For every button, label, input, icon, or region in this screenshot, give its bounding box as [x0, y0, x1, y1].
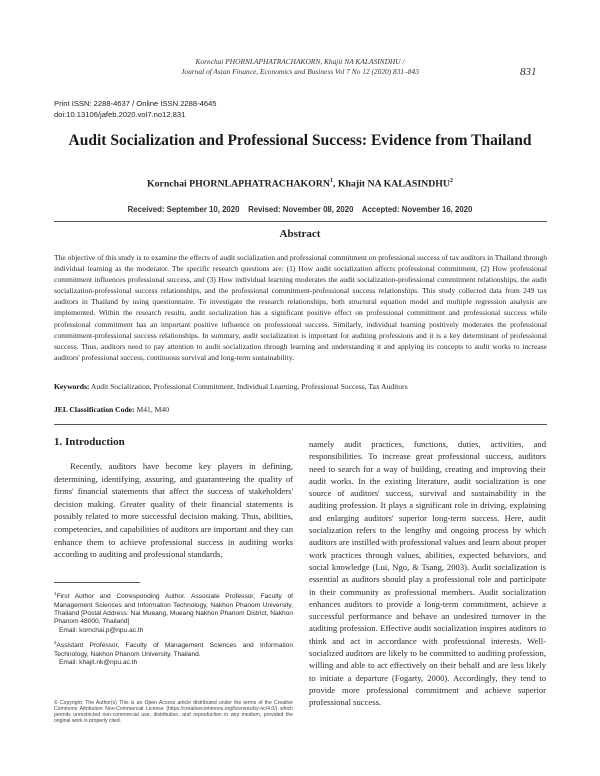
keywords-text: Audit Socialization, Professional Commitment, Individual Learning, Professional Success, Tax Auditors — [90, 382, 408, 391]
footnote-2-text: Assistant Professor, Faculty of Management Sciences and Information Technology, Nakhon Phanom University, Thailand. — [54, 642, 293, 658]
running-head — [0, 57, 600, 77]
author-2-mark: 2 — [450, 178, 453, 184]
copyright-notice: © Copyright: The Author(s) This is an Open Access article distributed under the terms of the Creative Commons Attribution Non-Commercial License (https://creativecommons.org/licenses/by-nc/4.0/) which permits unrestricted non-commercial use, distribution, and reproduction in any medium, provided the original work is properly cited. — [54, 700, 293, 725]
jel-codes: M41, M40 — [136, 405, 169, 414]
author-2: Khajit NA KALASINDHU — [337, 178, 450, 190]
running-head-journal: Journal of Asian Finance, Economics and Business Vol 7 No 12 (2020) 831–843 — [181, 67, 419, 76]
divider-bottom — [54, 424, 547, 425]
abstract-body: The objective of this study is to examine the effects of audit socialization and professional commitment on professional success of tax auditors in Thailand through individual learning as the moderator. The specific research questions are: (1) How audit socialization affects professional commitment, (2) How professional commitment influences professional success, and (3) How individual learning moderates the audit socialization-professional commitment relationships, the audit socialization-professional success relationships, and the professional commitment-professional success relationships. This study collected data from 249 tax auditors in Thailand by using questionnaire. To investigate the research relationships, both structural equation model and multiple regression analysis are implemented. Within the research results, audit socialization has a significant positive effect on professional commitment and professional success while professional commitment has an important positive influence on professional success. Similarly, individual learning positively moderates the professional commitment-professional success relationships. In summary, audit socialization is important for auditing professions and it is a key determinant of professional success. Thus, auditors need to pay attention to audit socialization through learning and understanding it and applying its concepts to audit works to increase auditors' professional success, continuous survival and long-term sustainability. — [54, 253, 547, 362]
received-date: Received: September 10, 2020 — [127, 205, 240, 214]
intro-paragraph-continued: namely audit practices, functions, duties, activities, and responsibilities. To increase great professional success, auditors need to search for a way of building, creating and improving their audit works. In the existing literature, audit socialization is one source of auditors' success, survival and sustainability in the auditing profession. It plays a significant role in driving, explaining and enlarging auditors' superior long-term success. Here, audit socialization refers to the lengthy and ongoing process by which auditors are instilled with professional values and learn about proper work practices through values, abilities, expected behaviors, and social knowledge (Lui, Ngo, & Tsang, 2003). Audit socialization is essential as auditors should play a professional role and participate in their community as professional members. Audit socialization enhances auditors to provide a long-term commitment, achieve a successful performance and behave an undesired turnover in the auditing profession. Effective audit socialization inspires auditors to think and act in accordance with professional interests. Well-socialized auditors are likely to be committed to auditing profession, willing and able to act effectively on their behalf and are less likely to initiate a departure (Fogarty, 2000). Accordingly, they tend to provide more professional commitment and achieve superior professional success. — [309, 439, 546, 708]
issn-line: Print ISSN: 2288-4637 / Online ISSN 2288-4645 — [54, 99, 217, 108]
issn-block — [54, 98, 217, 120]
paper-title: Audit Socialization and Professional Success: Evidence from Thailand — [68, 132, 532, 149]
jel-line — [54, 405, 169, 414]
author-1-mark: 1 — [329, 178, 333, 184]
footnote-1-text: First Author and Corresponding Author. Associate Professor, Faculty of Management Sciences and Information Technology, Nakhon Phanom University, Thailand [Postal Address: Nai Mueang, Mueang Nakhon Phanom District, Nakhon Phanom 48000, Thailand] — [54, 593, 293, 626]
author-separator: , — [332, 178, 338, 190]
keywords-line — [54, 382, 547, 391]
page-number: 831 — [520, 66, 537, 78]
divider-top — [54, 221, 547, 222]
accepted-date: Accepted: November 16, 2020 — [361, 205, 473, 214]
footnote-2-mark: 2 — [54, 640, 57, 645]
submission-dates — [0, 205, 600, 214]
abstract-heading: Abstract — [279, 228, 321, 240]
intro-paragraph-1: Recently, auditors have become key players in defining, determining, identifying, assuring, and guaranteeing the quality of firms' financial statements that affect the success of stakeholders' decision making. Greater quality of their financial statements is possibly related to more successful decision making. Thus, abilities, competencies, and capabilities of auditors are important and they can enhance them to achieve professional success in auditing works according to auditing and professional standards, — [54, 461, 293, 560]
author-1: Kornchai PHORNLAPHATRACHAKORN — [146, 178, 330, 190]
introduction-left-column — [54, 460, 293, 561]
footnote-1-email: Email: kornchai.p@npu.ac.th — [59, 626, 144, 634]
running-head-authors: Kornchai PHORNLAPHATRACHAKORN, Khajit NA KALASINDHU / — [195, 57, 405, 66]
author-line — [0, 178, 600, 189]
footnote-2-email: Email: khajit.nk@npu.ac.th — [59, 659, 138, 666]
revised-date: Revised: November 08, 2020 — [248, 205, 354, 214]
footnote-separator — [54, 582, 140, 583]
introduction-right-column — [309, 438, 546, 709]
section-heading-introduction: 1. Introduction — [54, 436, 125, 448]
doi-line: doi:10.13106/jafeb.2020.vol7.no12.831 — [54, 110, 186, 119]
footnote-2 — [54, 639, 293, 667]
keywords-label: Keywords: — [54, 382, 90, 391]
footnote-1 — [54, 590, 293, 635]
footnote-1-mark: 1 — [54, 591, 57, 596]
jel-label: JEL Classification Code: — [54, 405, 135, 414]
